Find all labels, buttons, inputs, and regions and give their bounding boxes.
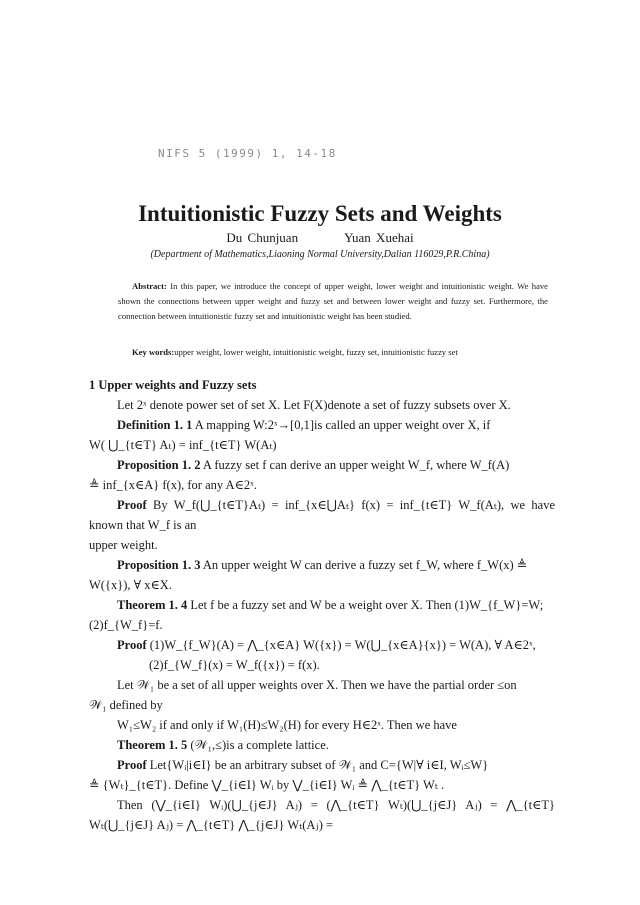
para-order-cont (89, 695, 555, 715)
proof-1-5-b (89, 775, 555, 795)
para-order (89, 675, 555, 695)
section-heading (89, 375, 555, 395)
prop-1-3-text: An upper weight W can derive a fuzzy set f_W, where f_W(x) ≜ (202, 558, 528, 572)
proof-1-5-label: Proof (117, 758, 147, 772)
proof-1-5-c (89, 795, 555, 835)
keywords-text: upper weight, lower weight, intuitionistic weight, fuzzy set, intuitionistic fuzzy set (174, 347, 458, 357)
proof-1-4 (89, 635, 555, 655)
author-2: Yuan Xuehai (344, 230, 414, 245)
paper-body (89, 375, 555, 835)
para-order-text: Let 𝒲₁ be a set of all upper weights over X. Then we have the partial order ≤on (117, 678, 517, 692)
proof-1-2-cont-text: upper weight. (89, 538, 158, 552)
def-1-1-text: A mapping W:2ˣ→[0,1]is called an upper weight over X, if (194, 418, 491, 432)
thm-1-5-text: (𝒲₁,≤)is a complete lattice. (190, 738, 329, 752)
abstract-text: In this paper, we introduce the concept of upper weight, lower weight and intuitionistic weight. We have shown the connections between upper weight and fuzzy set and between lower weight and fuzzy set. Furthermore, the connection between intuitionistic fuzzy set and intuitionistic weight has been studied. (118, 281, 548, 321)
journal-header: NIFS 5 (1999) 1, 14-18 (158, 147, 337, 160)
prop-1-3-cont-text: W({x}), ∀ x∈X. (89, 578, 172, 592)
proof-1-2 (89, 495, 555, 535)
author-1: Du Chunjuan (226, 230, 299, 245)
def-1-1 (89, 415, 555, 435)
thm-1-4-text: Let f be a fuzzy set and W be a weight over X. Then (1)W_{f_W}=W; (190, 598, 544, 612)
para-order-cont-text: 𝒲₁ defined by (89, 698, 163, 712)
keywords (132, 346, 552, 358)
prop-1-3-cont (89, 575, 555, 595)
thm-1-4-label: Theorem 1. 4 (117, 598, 188, 612)
abstract (118, 279, 548, 324)
proof-1-5-text: Let{Wᵢ|i∈I} be an arbitrary subset of 𝒲₁ and C={W|∀ i∈I, Wᵢ≤W} (149, 758, 489, 772)
prop-1-2-label: Proposition 1. 2 (117, 458, 201, 472)
prop-1-2 (89, 455, 555, 475)
proof-1-5-c-text: Then (⋁_{i∈I} Wᵢ)(⋃_{j∈J} Aⱼ) = (⋀_{t∈T} Wₜ)(⋃_{j∈J} Aⱼ) = ⋀_{t∈T} Wₜ(⋃_{j∈J} Aⱼ) = ⋀_{t∈T} ⋀_{j∈J} Wₜ(Aⱼ) = (89, 798, 555, 832)
proof-1-4-label: Proof (117, 638, 147, 652)
para-intro-text: Let 2ˣ denote power set of set X. Let F(X)denote a set of fuzzy subsets over X. (117, 398, 511, 412)
def-1-1-formula-text: W( ⋃_{t∈T} Aₜ) = inf_{t∈T} W(Aₜ) (89, 438, 277, 452)
proof-1-5-b-text: ≜ {Wₜ}_{t∈T}. Define ⋁_{i∈I} Wᵢ by ⋁_{i∈I} Wᵢ ≜ ⋀_{t∈T} Wₜ . (89, 778, 445, 792)
prop-1-3-label: Proposition 1. 3 (117, 558, 201, 572)
authors-line (0, 230, 640, 246)
thm-1-4 (89, 595, 555, 615)
proof-1-4-text: (1)W_{f_W}(A) = ⋀_{x∈A} W({x}) = W(⋃_{x∈A}{x}) = W(A), ∀ A∈2ˣ, (149, 638, 536, 652)
proof-1-2-label: Proof (117, 498, 147, 512)
paper-title: Intuitionistic Fuzzy Sets and Weights (138, 201, 502, 226)
proof-1-4-b-text: (2)f_{W_f}(x) = W_f({x}) = f(x). (149, 658, 320, 672)
prop-1-2-cont-text: ≜ inf_{x∈A} f(x), for any A∈2ˣ. (89, 478, 257, 492)
para-intro (89, 395, 555, 415)
abstract-label: Abstract: (132, 281, 167, 291)
proof-1-2-cont (89, 535, 555, 555)
prop-1-2-cont (89, 475, 555, 495)
prop-1-2-text: A fuzzy set f can derive an upper weight W_f, where W_f(A) (202, 458, 510, 472)
thm-1-4-cont-text: (2)f_{W_f}=f. (89, 618, 163, 632)
def-1-1-label: Definition 1. 1 (117, 418, 193, 432)
affiliation: (Department of Mathematics,Liaoning Normal University,Dalian 116029,P.R.China) (150, 249, 490, 260)
proof-1-2-text: By W_f(⋃_{t∈T}Aₜ) = inf_{x∈⋃Aₜ} f(x) = inf_{t∈T} W_f(Aₜ), we have known that W_f is an (89, 498, 556, 532)
def-1-1-formula (89, 435, 555, 455)
thm-1-4-cont (89, 615, 555, 635)
section-heading-text: 1 Upper weights and Fuzzy sets (89, 378, 257, 392)
proof-1-4-b (89, 655, 555, 675)
thm-1-5-label: Theorem 1. 5 (117, 738, 188, 752)
keywords-label: Key words: (132, 347, 175, 357)
para-order-def-text: W₁≤W₂ if and only if W₁(H)≤W₂(H) for every H∈2ˣ. Then we have (117, 718, 457, 732)
proof-1-5 (89, 755, 555, 775)
thm-1-5 (89, 735, 555, 755)
prop-1-3 (89, 555, 555, 575)
para-order-def (89, 715, 555, 735)
